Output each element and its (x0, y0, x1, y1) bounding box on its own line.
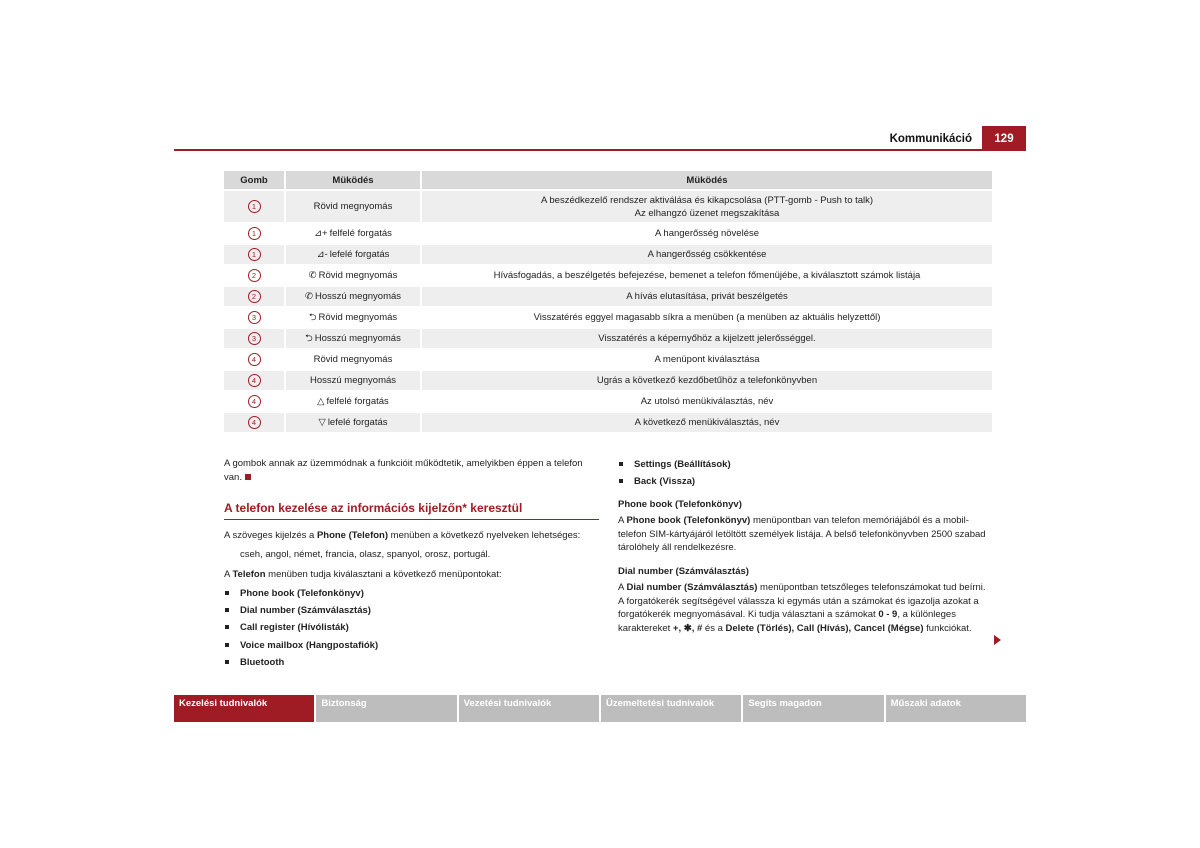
table-row (224, 285, 992, 306)
table-row (224, 264, 992, 285)
footer-tab-segits[interactable]: Segíts magadon (743, 695, 883, 722)
function-text: A beszédkezelő rendszer aktiválása és kikapcsolása (PTT-gomb - Push to talk) (540, 194, 874, 206)
button-number-badge: 2 (248, 290, 261, 303)
button-number-badge: 4 (248, 416, 261, 429)
action-label: lefelé forgatás (327, 417, 388, 428)
section-title: A telefon kezelése az információs kijelzőn* keresztül (224, 501, 599, 520)
back-arrow-icon: ⮌ (308, 312, 317, 323)
table-header-row (224, 171, 992, 189)
action-label: Rövid megnyomás (318, 270, 398, 281)
phone-icon: ✆ (308, 270, 317, 281)
table-note: A gombok annak az üzemmódnak a funkcióit működtetik, amelyikben éppen a telefon van. (224, 458, 583, 483)
subheading-dial-number: Dial number (Számválasztás) (618, 566, 749, 577)
menu-list-continued (618, 458, 731, 492)
button-number-badge: 2 (248, 269, 261, 282)
back-arrow-icon: ⮌ (305, 333, 313, 344)
action-label: Hosszú megnyomás (314, 333, 401, 344)
paragraph-phonebook: A Phone book (Telefonkönyv) menüpontban van telefon memóriájából és a mobil-telefon SIM-kártyájáról letöltött személyek listája. A belső telefonkönyvben 2500 szabad tárolóhely áll rendelkezésre. (618, 515, 986, 553)
action-label: Rövid megnyomás (313, 201, 393, 212)
phone-icon: ✆ (304, 291, 313, 302)
list-item: Call register (Hívólisták) (224, 621, 378, 638)
function-text: A menüpont kiválasztása (654, 354, 760, 365)
end-marker-icon (245, 474, 251, 480)
footer-tab-uzemeltetesi[interactable]: Üzemeltetési tudnivalók (601, 695, 741, 722)
list-item: Dial number (Számválasztás) (224, 604, 378, 621)
button-number-badge: 3 (248, 311, 261, 324)
paragraph-languages-intro: A szöveges kijelzés a Phone (Telefon) menüben a következő nyelveken lehetséges: (224, 530, 581, 541)
function-text: Visszatérés eggyel magasabb síkra a menüben (a menüben az aktuális helyzettől) (533, 312, 881, 323)
footer-tab-muszaki[interactable]: Műszaki adatok (886, 695, 1026, 722)
footer-tab-kezelesi[interactable]: Kezelési tudnivalók (174, 695, 314, 722)
table-row (224, 306, 992, 327)
function-text: A hangerősség csökkentése (647, 249, 767, 260)
menu-list (224, 587, 378, 673)
controls-table (224, 171, 992, 432)
column-header: Müködés (422, 171, 992, 189)
column-header: Müködés (286, 171, 422, 189)
function-text: A hangerősség növelése (654, 228, 760, 239)
footer-tab-biztonsag[interactable]: Biztonság (316, 695, 456, 722)
function-text: Visszatérés a képernyőhöz a kijelzett jelerősséggel. (598, 333, 816, 344)
table-row (224, 411, 992, 432)
button-number-badge: 1 (248, 227, 261, 240)
function-text: Hívásfogadás, a beszélgetés befejezése, bemenet a telefon főmenüjébe, a kiválasztott számok listája (493, 270, 921, 281)
list-item: Back (Vissza) (618, 475, 731, 492)
table-row (224, 189, 992, 222)
button-number-badge: 4 (248, 374, 261, 387)
function-text: A hívás elutasítása, privát beszélgetés (626, 291, 788, 302)
table-row (224, 222, 992, 243)
action-label: felfelé forgatás (326, 396, 389, 407)
function-text: A következő menükiválasztás, név (634, 417, 780, 428)
footer-tab-vezetesi[interactable]: Vezetési tudnivalók (459, 695, 599, 722)
table-row (224, 243, 992, 264)
list-item: Bluetooth (224, 656, 378, 673)
list-item: Voice mailbox (Hangpostafiók) (224, 639, 378, 656)
triangle-down-icon: ▽ (318, 417, 326, 428)
function-text: Az utolsó menükiválasztás, név (640, 396, 774, 407)
action-label: felfelé forgatás (329, 228, 392, 239)
function-text: Az elhangzó üzenet megszakítása (634, 207, 780, 219)
table-row (224, 348, 992, 369)
function-text: Ugrás a következő kezdőbetűhöz a telefonkönyvben (596, 375, 818, 386)
page-header (174, 126, 1026, 151)
volume-down-icon: ⊿- (316, 249, 328, 260)
chapter-title: Kommunikáció (889, 133, 972, 145)
paragraph-menu-intro: A Telefon menüben tudja kiválasztani a következő menüpontokat: (224, 569, 502, 580)
table-row (224, 369, 992, 390)
action-label: Rövid megnyomás (313, 354, 393, 365)
button-number-badge: 1 (248, 200, 261, 213)
paragraph-dial-number: A Dial number (Számválasztás) menüpontban tetszőleges telefonszámokat tud beírni. A forgatókerék segítségével válassza ki egymás után a számokat és igazolja azokat a forgatókerék megnyomásával. Ki tudja választani a számokat 0 - 9, a különleges karaktereket +, ✱, # és a Delete (Törlés), Call (Hívás), Cancel (Mégse) funkciókat. (618, 582, 986, 634)
button-number-badge: 4 (248, 353, 261, 366)
action-label: lefelé forgatás (329, 249, 390, 260)
table-row (224, 390, 992, 411)
triangle-up-icon: △ (317, 396, 325, 407)
button-number-badge: 4 (248, 395, 261, 408)
subheading-phonebook: Phone book (Telefonkönyv) (618, 499, 742, 510)
list-item: Settings (Beállítások) (618, 458, 731, 475)
column-header: Gomb (224, 171, 286, 189)
table-row (224, 327, 992, 348)
action-label: Rövid megnyomás (318, 312, 398, 323)
list-item: Phone book (Telefonkönyv) (224, 587, 378, 604)
button-number-badge: 3 (248, 332, 261, 345)
action-label: Hosszú megnyomás (314, 291, 402, 302)
continue-arrow-icon (994, 635, 1001, 645)
languages-list: cseh, angol, német, francia, olasz, spanyol, orosz, portugál. (240, 549, 491, 560)
volume-up-icon: ⊿+ (314, 228, 328, 239)
page-number: 129 (982, 126, 1026, 149)
footer-nav (174, 695, 1026, 722)
button-number-badge: 1 (248, 248, 261, 261)
action-label: Hosszú megnyomás (309, 375, 397, 386)
